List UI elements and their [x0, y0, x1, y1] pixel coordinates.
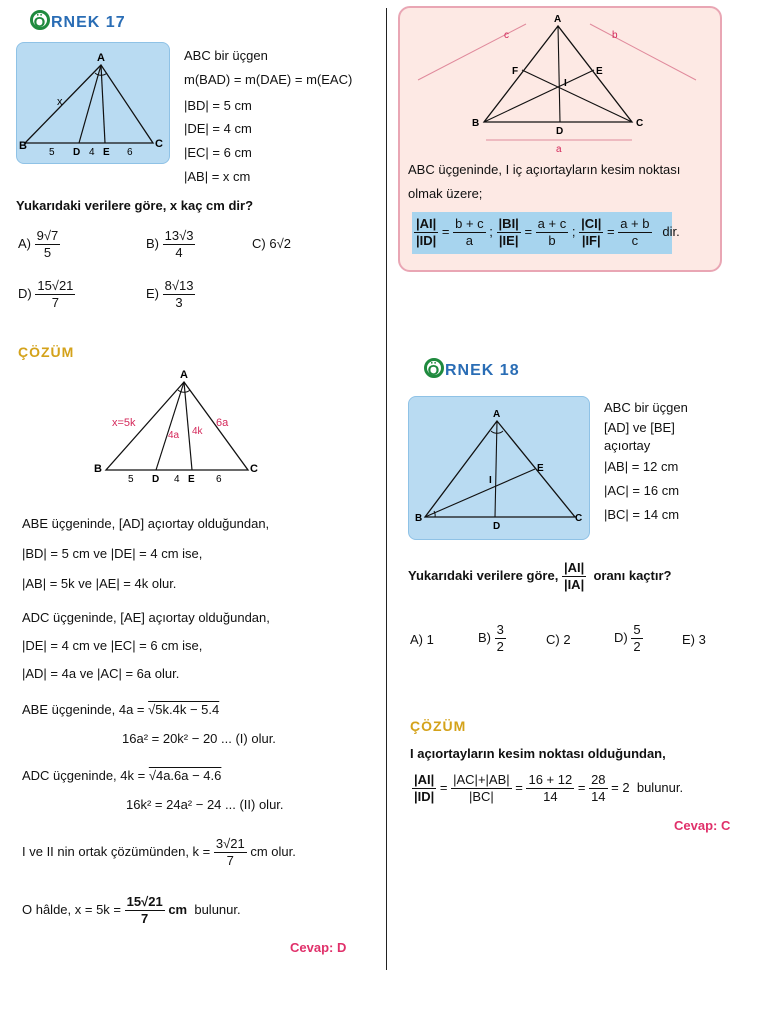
fig17s-len-6: 6 — [216, 474, 222, 485]
triangle-figure-17-solution — [90, 368, 270, 488]
given-17-l2: m(BAD) = m(DAE) = m(EAC) — [184, 72, 353, 87]
given-17-l5: |EC| = 6 cm — [184, 145, 252, 160]
question-18: Yukarıdaki verilere göre, $\frac{|AI|}{|IA|}$ oranı kaçtır? — [408, 560, 672, 592]
given-18-l1: ABC bir üçgen — [604, 400, 688, 415]
fig17-label-d: D — [73, 147, 81, 158]
fig18-label-c: C — [575, 513, 583, 524]
theory-text-2: olmak üzere; — [408, 186, 483, 201]
ornek-o-icon: Ö — [424, 358, 444, 378]
fig-incenter-label-f: F — [512, 66, 519, 77]
given-18-l5: |AC| = 16 cm — [604, 483, 680, 498]
given-17-l4: |DE| = 4 cm — [184, 121, 252, 136]
fig17s-label-e: E — [188, 474, 195, 485]
fig18-label-e: E — [537, 463, 544, 474]
sol17-l12: O hâlde, x = 5k = $\frac{15√21}{7}$ cm bulunur. — [22, 894, 241, 926]
option-e: E) $\frac{8√13}{3}$ — [146, 278, 194, 310]
given-18-l2: [AD] ve [BE] — [604, 420, 675, 435]
fig17-label-a: A — [97, 52, 105, 64]
sol17-l2: |BD| = 5 cm ve |DE| = 4 cm ise, — [22, 546, 203, 561]
fig18-label-b: B — [415, 513, 423, 524]
fig17-label-b: B — [19, 140, 27, 152]
fig18-label-i: I — [489, 475, 492, 486]
fig-incenter-label-d: D — [556, 126, 564, 137]
cozum-heading-17: ÇÖZÜM — [18, 344, 75, 360]
fig17-label-e: E — [103, 147, 110, 158]
fig17-len-5: 5 — [49, 147, 55, 158]
fig17s-label-b: B — [94, 463, 102, 475]
given-18-l3: açıortay — [604, 438, 651, 453]
given-17-l6: |AB| = x cm — [184, 169, 251, 184]
triangle-figure-18 — [409, 397, 589, 539]
fig-incenter-label-a: A — [554, 14, 562, 25]
option-18-b: B) $\frac{3}{2}$ — [478, 622, 504, 654]
ornek-o-icon: Ö — [30, 10, 50, 30]
fig-incenter-label-b: B — [472, 118, 480, 129]
fig-incenter-side-c: c — [504, 30, 509, 41]
option-c: C) 6√2 — [252, 236, 291, 251]
triangle-figure-17 — [17, 43, 169, 163]
fig17s-len-4: 4 — [174, 474, 180, 485]
fig17s-label-x5k: x=5k — [112, 417, 136, 429]
fig17-len-6: 6 — [127, 147, 133, 158]
answer-18: Cevap: C — [674, 818, 731, 833]
sol18-l1: I açıortayların kesim noktası olduğundan, — [410, 746, 666, 761]
theory-box — [398, 6, 722, 272]
fig-incenter-side-b: b — [612, 30, 618, 41]
given-18-l4: |AB| = 12 cm — [604, 459, 679, 474]
fig17-len-4: 4 — [89, 147, 95, 158]
fig-incenter-label-e: E — [596, 66, 603, 77]
incenter-formula: $\frac{|AI|}{|ID|}$ = $\frac{b + c}{a}$ ; $\frac{|BI|}{|IE|}$ = $\frac{a + c}{b}$ ; $\frac{|CI|}{|IF|}$ = $\frac{a + b}{c}$ dir. — [416, 216, 680, 248]
sol17-l11: I ve II nin ortak çözümünden, k = $\frac{3√21}{7}$ cm olur. — [22, 836, 296, 868]
figure-18-box — [408, 396, 590, 540]
fig17-label-x: x — [57, 96, 63, 108]
fig17s-len-5: 5 — [128, 474, 134, 485]
option-a: A) $\frac{9√7}{5}$ — [18, 228, 59, 260]
fig-incenter-side-a: a — [556, 144, 562, 155]
sol18-l2: $\frac{|AI|}{|ID|}$ = $\frac{|AC|+|AB|}{|BC|}$ = $\frac{16 + 12}{14}$ = $\frac{28}{14}$ = 2 bulunur. — [414, 772, 684, 804]
ornek-17-heading: Ö RNEK 17 — [30, 10, 126, 32]
given-18-l6: |BC| = 14 cm — [604, 507, 680, 522]
option-18-d: D) $\frac{5}{2}$ — [614, 622, 641, 654]
column-divider — [386, 8, 387, 970]
incenter-triangle-figure — [400, 8, 720, 156]
question-17: Yukarıdaki verilere göre, x kaç cm dir? — [16, 198, 254, 213]
fig18-label-d: D — [493, 521, 501, 532]
fig18-label-a: A — [493, 409, 501, 420]
fig17s-label-4k: 4k — [192, 426, 203, 437]
sol17-l1: ABE üçgeninde, [AD] açıortay olduğundan, — [22, 516, 270, 531]
option-d: D) $\frac{15√21}{7}$ — [18, 278, 74, 310]
fig-incenter-label-c: C — [636, 118, 644, 129]
fig17s-label-d: D — [152, 474, 160, 485]
sol17-l4: ADC üçgeninde, [AE] açıortay olduğundan, — [22, 610, 270, 625]
fig-incenter-label-i: I — [564, 78, 567, 89]
sol17-l10: 16k² = 24a² − 24 ... (II) olur. — [126, 797, 284, 812]
theory-text-1: ABC üçgeninde, I iç açıortayların kesim noktası — [408, 162, 681, 177]
sol17-l6: |AD| = 4a ve |AC| = 6a olur. — [22, 666, 180, 681]
option-18-e: E) 3 — [682, 632, 706, 647]
sol17-l3: |AB| = 5k ve |AE| = 4k olur. — [22, 576, 177, 591]
given-17-l3: |BD| = 5 cm — [184, 98, 252, 113]
fig17s-label-6a: 6a — [216, 417, 229, 429]
sol17-l5: |DE| = 4 cm ve |EC| = 6 cm ise, — [22, 638, 203, 653]
fig17s-label-4a: 4a — [168, 430, 180, 441]
sol17-l8: 16a² = 20k² − 20 ... (I) olur. — [122, 731, 276, 746]
cozum-heading-18: ÇÖZÜM — [410, 718, 467, 734]
answer-17: Cevap: D — [290, 940, 347, 955]
sol17-l9: ADC üçgeninde, 4k = √4a.6a − 4.6 — [22, 768, 222, 783]
fig17s-label-c: C — [250, 463, 258, 475]
sol17-l7: ABE üçgeninde, 4a = √5k.4k − 5.4 — [22, 702, 220, 717]
figure-17-box — [16, 42, 170, 164]
fig17s-label-a: A — [180, 369, 188, 381]
option-18-c: C) 2 — [546, 632, 571, 647]
ornek-18-heading: Ö RNEK 18 — [424, 358, 520, 380]
option-b: B) $\frac{13√3}{4}$ — [146, 228, 194, 260]
given-17-l1: ABC bir üçgen — [184, 48, 268, 63]
option-18-a: A) 1 — [410, 632, 434, 647]
fig17-label-c: C — [155, 138, 163, 150]
